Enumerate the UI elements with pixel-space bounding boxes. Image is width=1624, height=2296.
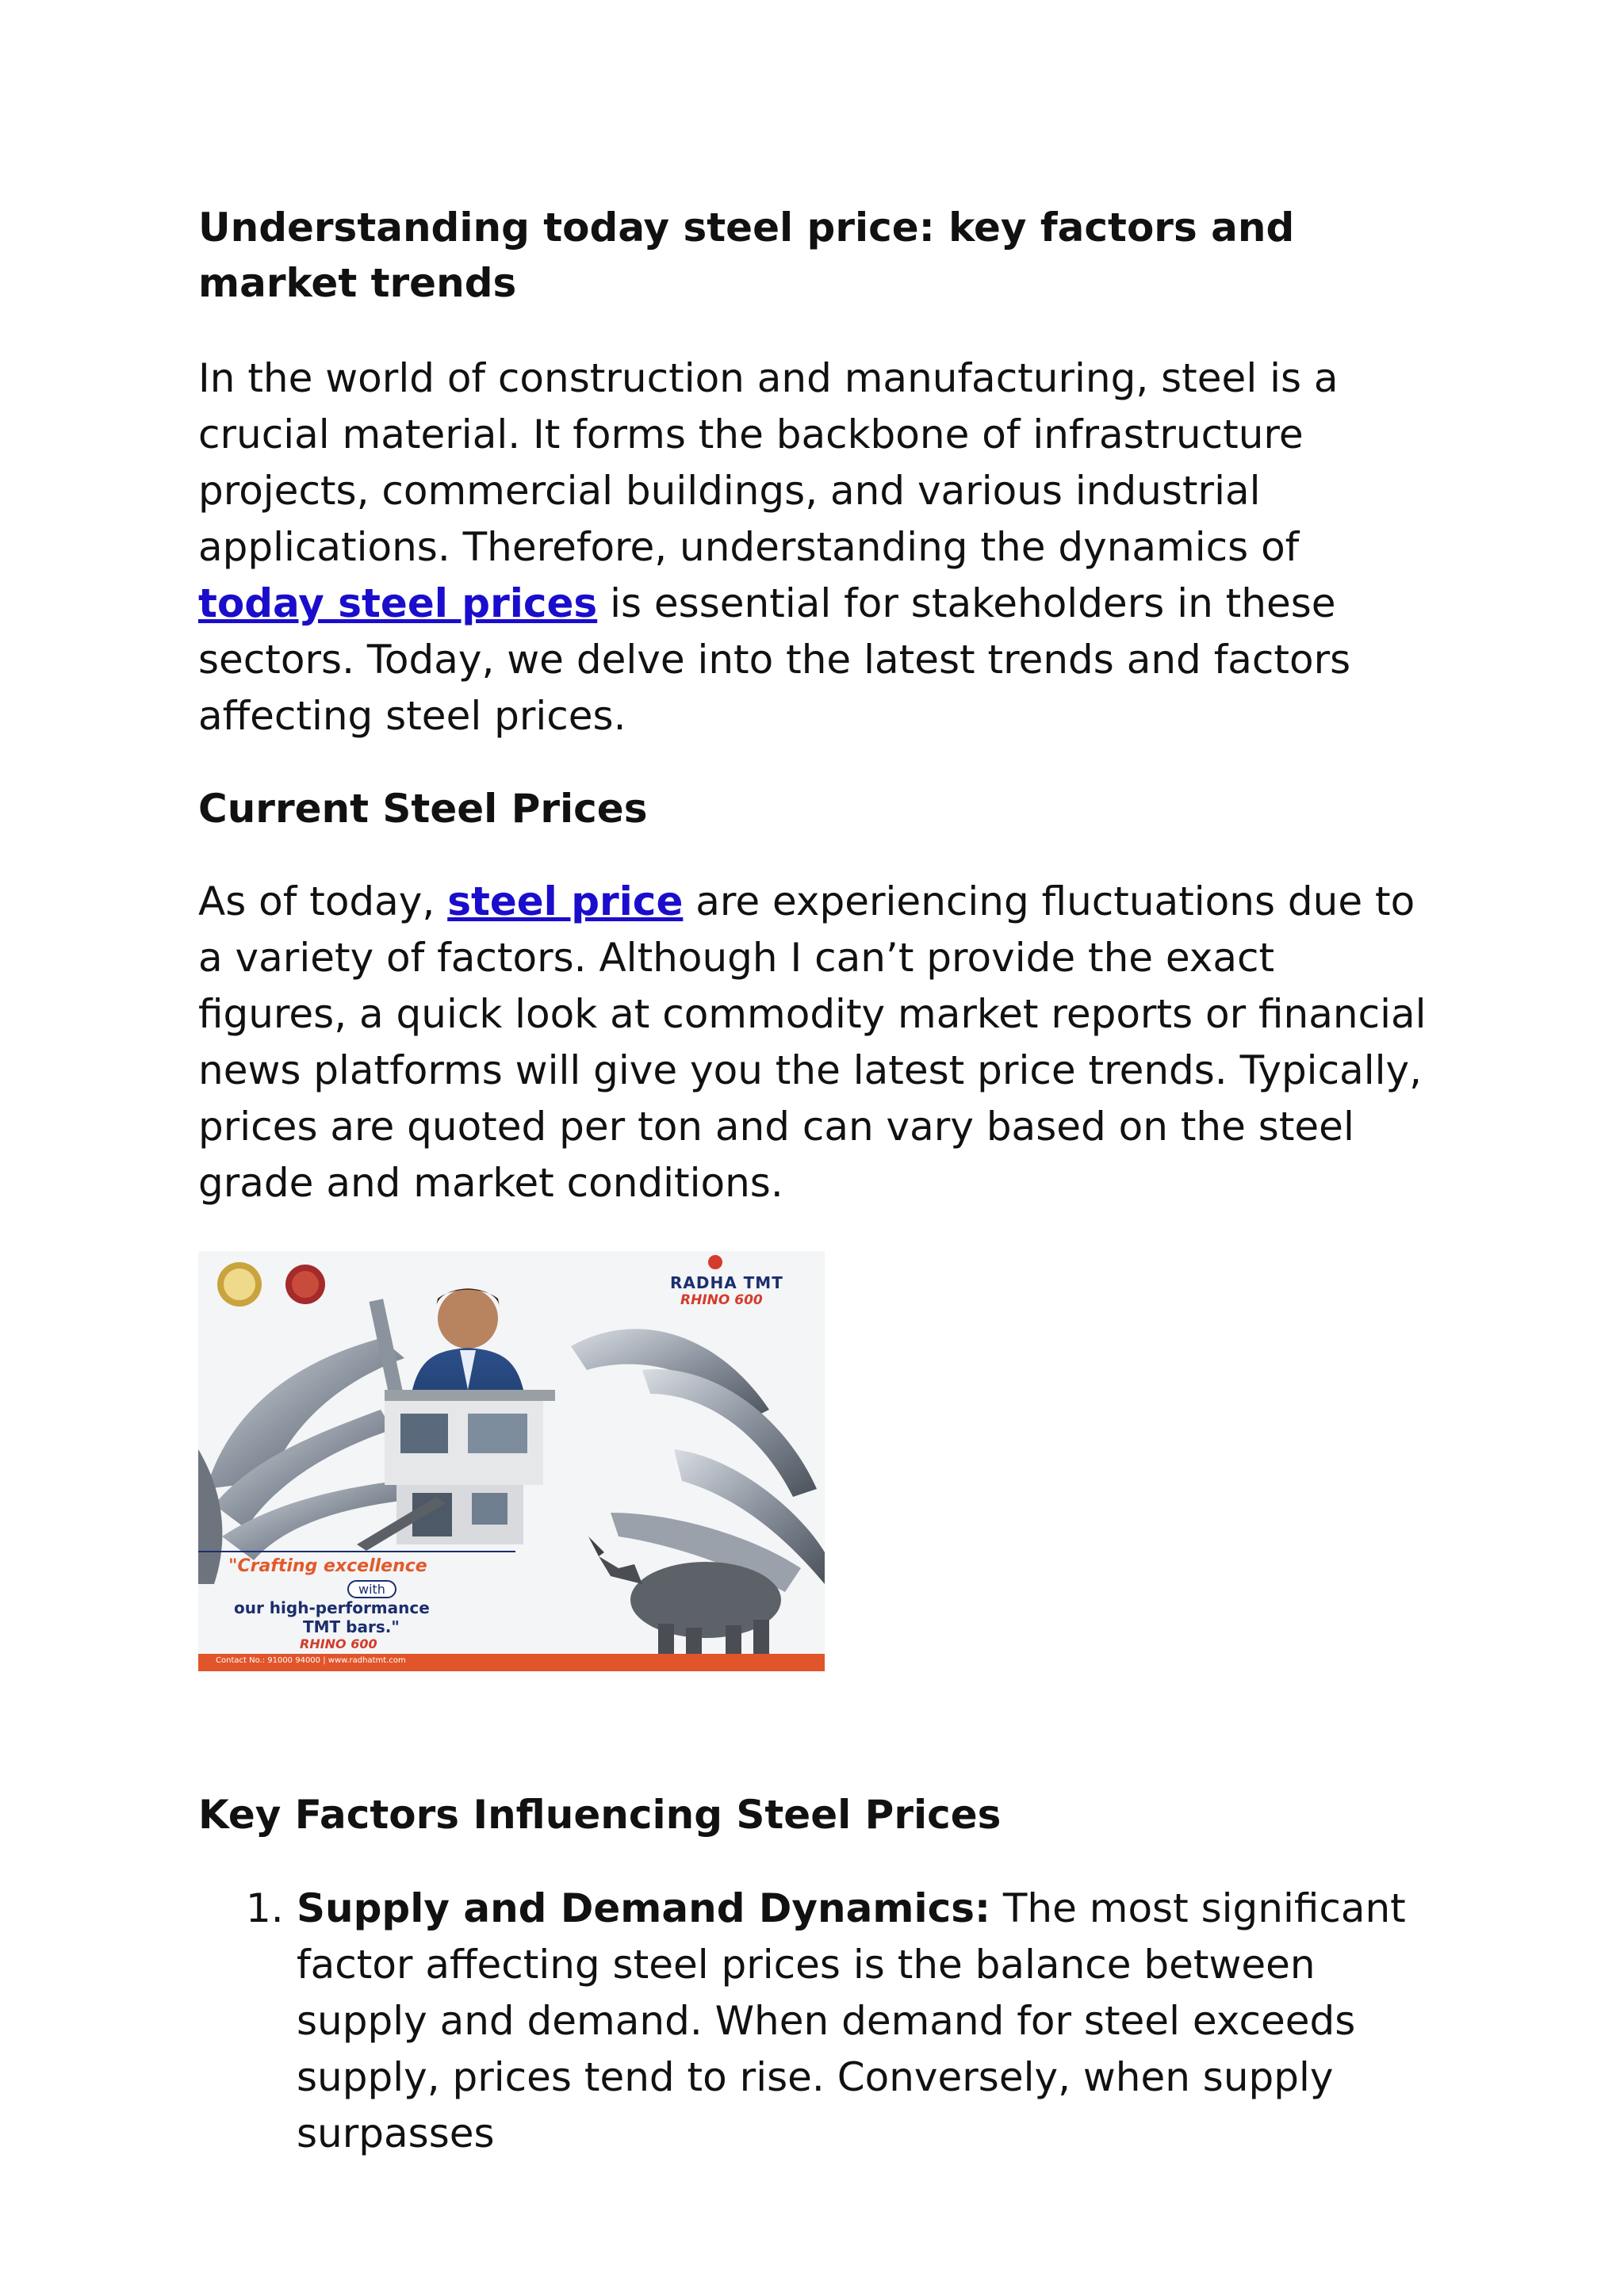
key-factors-list bbox=[198, 1881, 1435, 2162]
list-item-body: The most significant factor affecting steel prices is the balance between supply and demand. When demand for steel exceeds supply, prices tend to rise. Conversely, when supply surpasses bbox=[297, 1885, 1406, 2156]
ad-slogan-line3: TMT bars." bbox=[303, 1617, 400, 1636]
current-prices-paragraph bbox=[198, 874, 1435, 1211]
steel-price-link[interactable]: steel price bbox=[447, 878, 684, 924]
radha-tmt-ad-image bbox=[198, 1251, 825, 1671]
list-item bbox=[198, 1881, 1435, 2162]
article-title: Understanding today steel price: key factors and market trends bbox=[198, 205, 1295, 306]
ad-slogan-product: RHINO 600 bbox=[300, 1636, 377, 1651]
ad-slogan-line1: "Crafting excellence bbox=[228, 1556, 427, 1576]
radha-logo-icon bbox=[708, 1255, 722, 1269]
ad-footer-text: Contact No.: 91000 94000 | www.radhatmt.com bbox=[216, 1656, 406, 1665]
ad-brand-name: RADHA TMT bbox=[670, 1273, 783, 1292]
ad-slogan-line2: our high-performance bbox=[234, 1598, 430, 1617]
award-badge-icon bbox=[217, 1262, 262, 1307]
current-text-after: are experiencing fluctuations due to a variety of factors. Although I can’t provide the exact figures, a quick look at commodity market reports or financial news platforms will give you the latest price trends. Typically, prices are quoted per ton and can vary based on the steel grade and market conditions. bbox=[198, 878, 1427, 1206]
list-item-number: 1. bbox=[246, 1885, 284, 1931]
list-item-title: Supply and Demand Dynamics: bbox=[297, 1885, 990, 1931]
current-prices-heading: Current Steel Prices bbox=[198, 786, 648, 832]
seal-badge-icon bbox=[285, 1265, 325, 1304]
intro-paragraph bbox=[198, 350, 1435, 744]
today-steel-prices-link[interactable]: today steel prices bbox=[198, 580, 598, 626]
intro-text-after: is essential for stakeholders in these sectors. Today, we delve into the latest trends and factors affecting steel prices. bbox=[198, 580, 1351, 739]
ad-product-name: RHINO 600 bbox=[680, 1292, 763, 1308]
ad-footer-bar bbox=[198, 1654, 825, 1671]
ad-slogan-with: with bbox=[347, 1580, 396, 1598]
list-item-text bbox=[297, 1881, 1435, 2162]
intro-text-before: In the world of construction and manufacturing, steel is a crucial material. It forms the backbone of infrastructure projects, commercial buildings, and various industrial applications. Therefore, understanding the dynamics of bbox=[198, 355, 1339, 570]
current-text-before: As of today, bbox=[198, 878, 448, 924]
key-factors-heading: Key Factors Influencing Steel Prices bbox=[198, 1792, 1002, 1838]
